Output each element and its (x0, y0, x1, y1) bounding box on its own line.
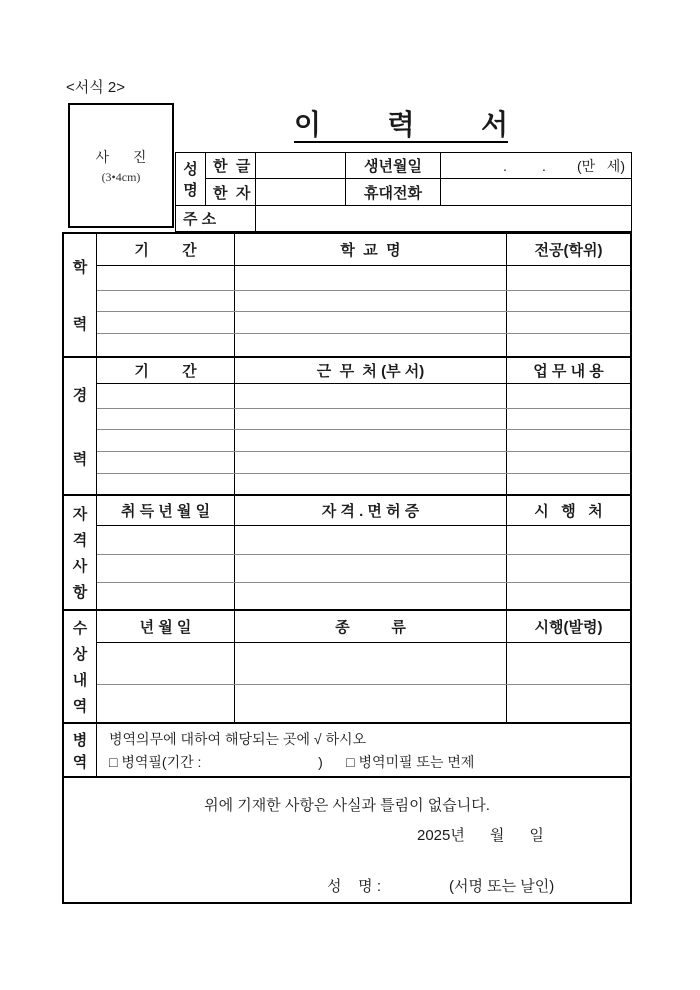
education-header-row (97, 234, 630, 265)
name-group-label: 성 명 (183, 161, 198, 199)
military-checkbox-line: □ 병역필(기간 : ) □ 병역미필 또는 면제 (109, 753, 475, 770)
career-workplace-header: 근 무 처 (부 서) (234, 358, 506, 383)
hangul-name-field (255, 153, 345, 178)
address-label: 주 소 (176, 205, 255, 231)
section-license (64, 494, 630, 609)
military-side-label: 병 역 (64, 724, 97, 776)
career-empty-row (97, 451, 630, 473)
career-period-header: 기 간 (134, 363, 197, 380)
career-empty-row (97, 383, 630, 408)
education-empty-row (97, 311, 630, 333)
education-period-header: 기 간 (134, 242, 197, 259)
awards-side-label: 수 상 내 역 (64, 611, 97, 722)
license-empty-row (97, 554, 630, 582)
awards-date-header: 년 월 일 (139, 619, 192, 636)
hanja-name-field (255, 178, 345, 205)
license-header-row (97, 496, 630, 525)
section-career (64, 356, 630, 494)
address-field (255, 205, 631, 231)
birthdate-field: . . (만 세) (440, 153, 631, 178)
page-title (294, 105, 508, 143)
career-header-row (97, 358, 630, 383)
title-char-3: 서 (480, 109, 508, 141)
license-side-label: 자 격 사 항 (64, 496, 97, 609)
awards-issuer-header: 시행(발령) (506, 611, 630, 642)
awards-empty-row (97, 684, 630, 722)
photo-label: 사 진 (95, 148, 157, 165)
declaration-date: 2025년 월 일 (417, 827, 544, 844)
military-instruction: 병역의무에 대하여 해당되는 곳에 √ 하시오 (109, 730, 367, 747)
career-empty-row (97, 429, 630, 451)
signature-label: 성 명 : (327, 878, 381, 895)
awards-type-header: 종 류 (234, 611, 506, 642)
career-side-label: 경 력 (64, 358, 97, 494)
photo-size-note: (3•4cm) (101, 169, 141, 184)
form-tag: <서식 2> (66, 79, 126, 96)
license-issuer-header: 시 행 처 (506, 496, 630, 525)
phone-field (440, 178, 631, 205)
license-empty-row (97, 525, 630, 554)
title-char-1: 이 (294, 109, 322, 141)
photo-box (68, 103, 174, 228)
license-empty-row (97, 582, 630, 609)
education-side-label: 학 력 (64, 234, 97, 356)
education-major-header: 전공(학위) (506, 234, 630, 265)
career-empty-row (97, 408, 630, 429)
signature-note: (서명 또는 날인) (449, 878, 555, 895)
hanja-name-label: 한 자 (205, 178, 255, 205)
career-empty-row (97, 473, 630, 494)
section-awards (64, 609, 630, 722)
education-empty-row (97, 290, 630, 311)
career-duty-header: 업 무 내 용 (506, 358, 630, 383)
resume-main-table (62, 232, 632, 904)
license-date-header: 취 득 년 월 일 (120, 503, 211, 520)
license-name-header: 자 격 . 면 허 증 (234, 496, 506, 525)
education-empty-row (97, 265, 630, 290)
education-school-header: 학 교 명 (234, 234, 506, 265)
phone-label: 휴대전화 (345, 178, 440, 205)
birthdate-label: 생년월일 (345, 153, 440, 178)
section-military (64, 722, 630, 776)
education-empty-row (97, 333, 630, 356)
section-declaration (64, 776, 630, 902)
title-char-2: 력 (387, 109, 415, 141)
military-content (97, 724, 630, 776)
awards-empty-row (97, 642, 630, 684)
awards-header-row (97, 611, 630, 642)
hangul-name-label: 한 글 (205, 153, 255, 178)
personal-info-table (175, 152, 632, 232)
declaration-signature-line (327, 875, 554, 896)
declaration-statement: 위에 기재한 사항은 사실과 틀림이 없습니다. (204, 797, 490, 814)
section-education (64, 234, 630, 356)
